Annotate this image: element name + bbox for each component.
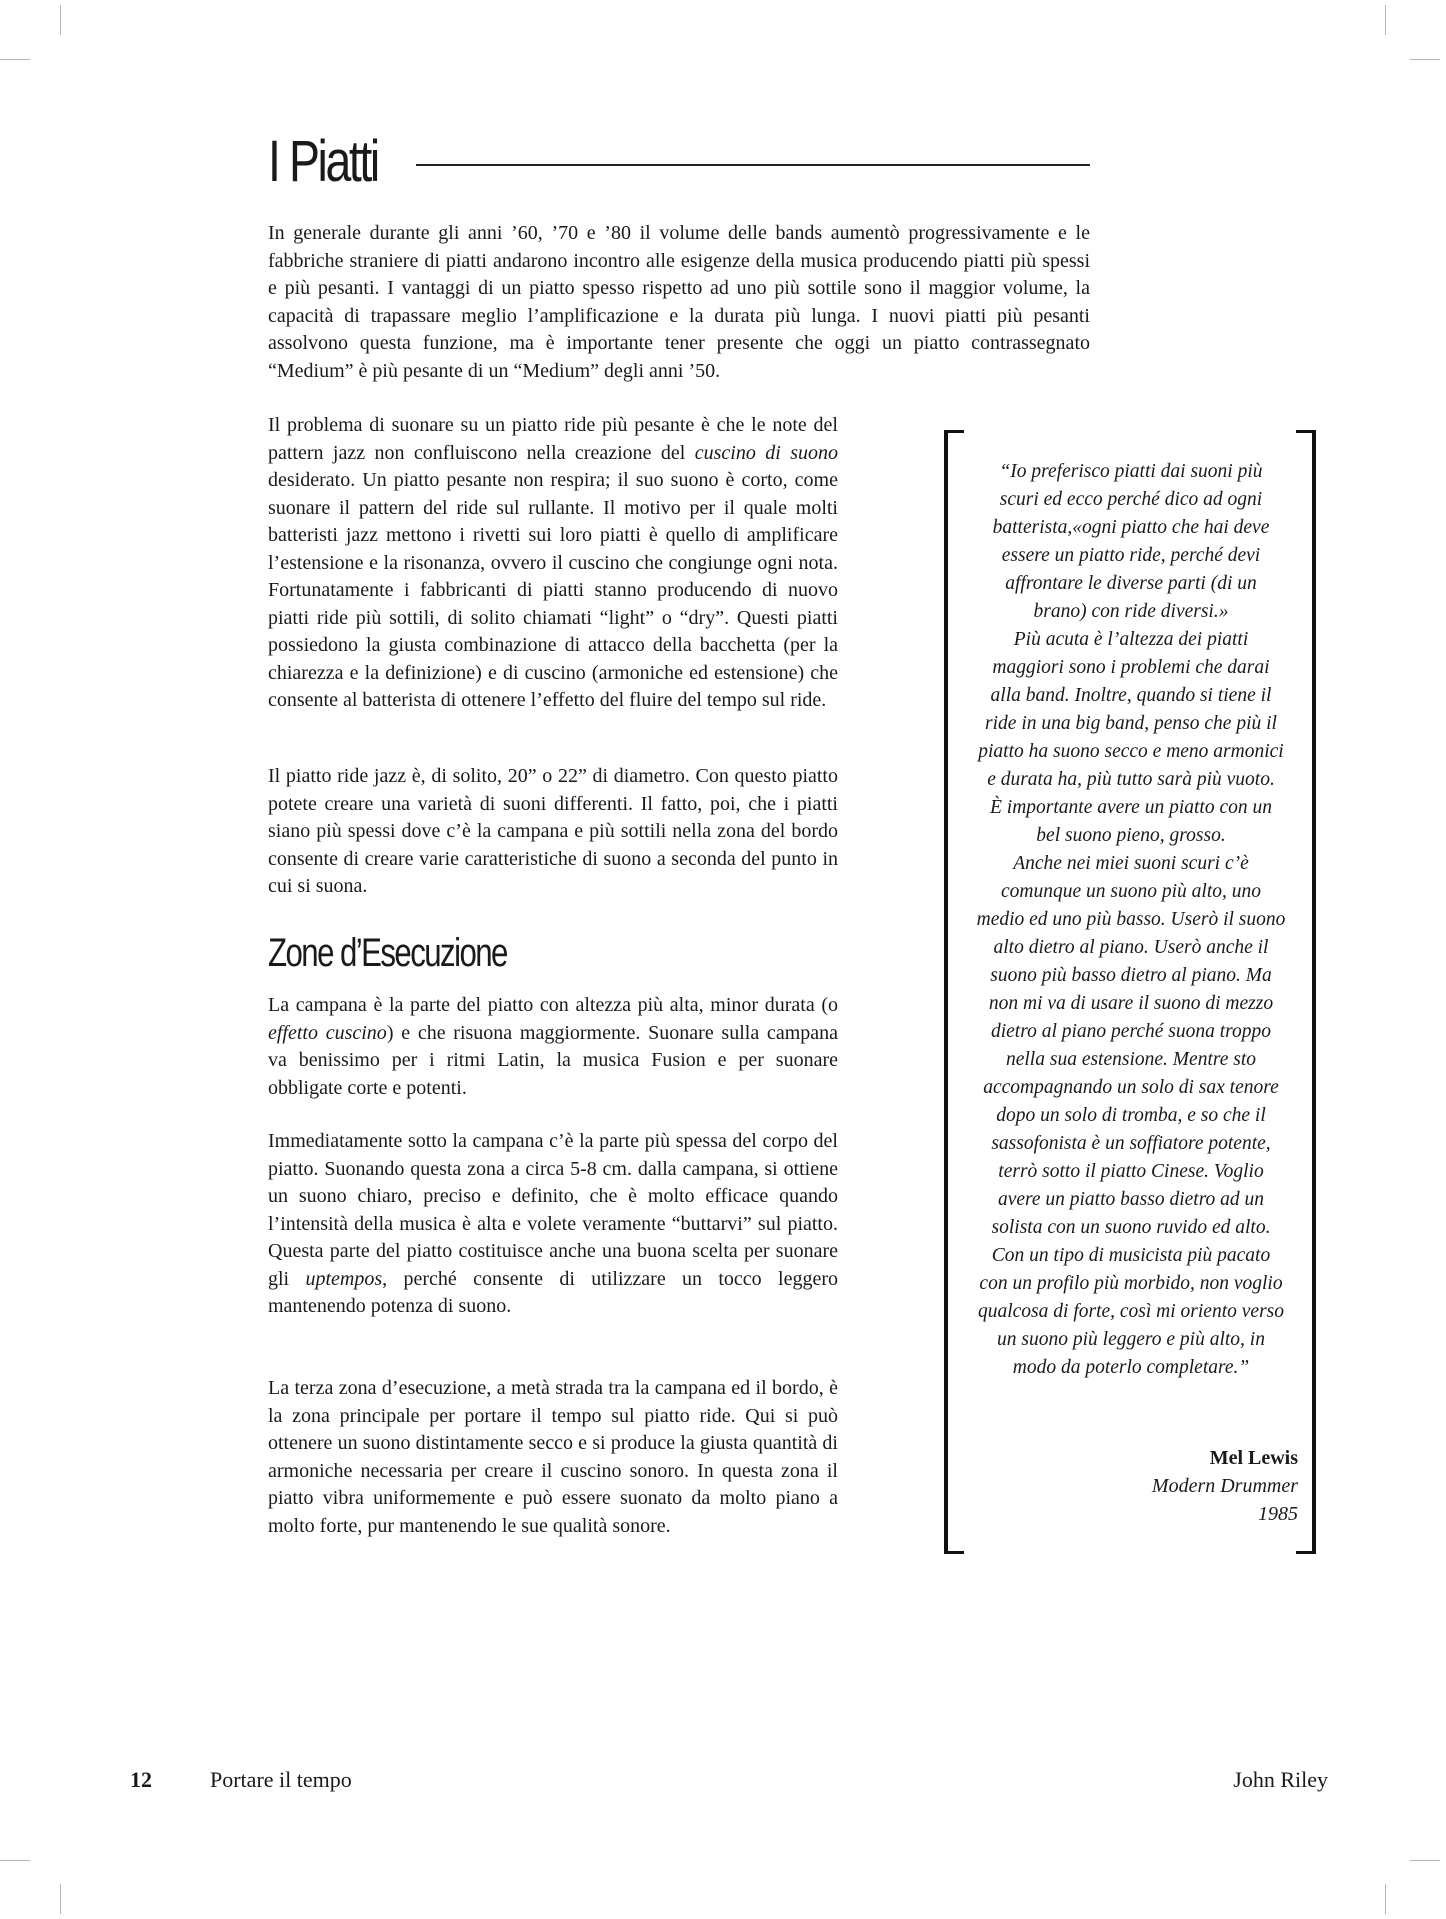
- attribution-year: 1985: [1258, 1503, 1298, 1525]
- body-paragraph-4: [268, 1128, 838, 1321]
- quote-line: brano) con ride diversi.»: [1033, 601, 1229, 622]
- text-run: La campana è la parte del piatto con altezza più alta, minor durata (o: [268, 994, 838, 1016]
- quote-line: È importante avere un piatto con un: [990, 797, 1272, 818]
- crop-mark: [1410, 1860, 1440, 1861]
- emphasis: effetto cuscino: [268, 1021, 387, 1044]
- quote-line: comunque un suono più alto, uno: [1001, 881, 1261, 902]
- quote-line: medio ed uno più basso. Userò il suono: [976, 909, 1286, 930]
- section-heading: Zone d’Esecuzione: [268, 931, 507, 975]
- quote-line: qualcosa di forte, così mi oriento verso: [977, 1301, 1284, 1322]
- quote-line: affrontare le diverse parti (di un: [1005, 573, 1257, 594]
- page-number: 12: [130, 1767, 152, 1792]
- quote-line: Più acuta è l’altezza dei piatti: [1013, 629, 1249, 650]
- quote-line: “Io preferisco piatti dai suoni più: [999, 461, 1263, 482]
- quote-line: sassofonista è un soffiatore potente,: [991, 1133, 1271, 1154]
- body-paragraph-3: [268, 992, 838, 1102]
- emphasis: uptempos: [305, 1267, 383, 1290]
- quote-attribution: [1000, 1444, 1298, 1528]
- paragraph-text: La terza zona d’esecuzione, a metà strada tra la campana ed il bordo, è la zona principale per portare il tempo sul piatto ride. Qui si può ottenere un suono distintamente secco e si produce la giusta quantità di armoniche necessaria per creare il cuscino sonoro. In questa zona il piatto vibra uniformemente e può essere suonato da molto piano a molto forte, pur mantenendo le sue qualità sonore.: [268, 1377, 838, 1537]
- quote-line: essere un piatto ride, perché devi: [1001, 545, 1261, 566]
- crop-mark: [0, 59, 30, 60]
- crop-mark: [1385, 5, 1386, 35]
- intro-paragraph: In generale durante gli anni ’60, ’70 e ’80 il volume delle bands aumentò progressivamente e le fabbriche straniere di piatti andarono incontro alle esigenze della musica producendo piatti più spessi e più pesanti. I vantaggi di un piatto spesso rispetto ad uno più sottile sono il maggior volume, la capacità di trapassare meglio l’amplificazione e la durata più lunga. I nuovi piatti più pesanti assolvono questa funzione, ma è importante tener presente che oggi un piatto contrassegnato “Medium” è più pesante di un “Medium” degli anni ’50.: [268, 222, 1090, 382]
- quote-line: terrò sotto il piatto Cinese. Voglio: [998, 1161, 1264, 1182]
- quote-line: accompagnando un solo di sax tenore: [983, 1077, 1279, 1098]
- crop-mark: [60, 5, 61, 35]
- quote-line: avere un piatto basso dietro ad un: [997, 1189, 1265, 1210]
- title-row: [268, 122, 1090, 202]
- attribution-name: Mel Lewis: [1209, 1447, 1298, 1469]
- text-run: , perché consente di utilizzare un tocco leggero mantenendo potenza di suono.: [268, 1267, 838, 1317]
- quote-line: bel suono pieno, grosso.: [1036, 825, 1226, 846]
- crop-mark: [0, 1860, 30, 1861]
- quote-line: solista con un suono ruvido ed alto.: [991, 1217, 1271, 1238]
- page-title: I Piatti: [268, 129, 378, 194]
- quote-line: batterista,«ogni piatto che hai deve: [992, 517, 1270, 538]
- quote-line: scuri ed ecco perché dico ad ogni: [999, 489, 1263, 510]
- quote-line: dietro al piano perché suona troppo: [990, 1021, 1272, 1042]
- quote-line: un suono più leggero e più alto, in: [997, 1329, 1265, 1350]
- paragraph-text: Il piatto ride jazz è, di solito, 20” o 22” di diametro. Con questo piatto potete creare una varietà di suoni differenti. Il fatto, poi, che i piatti siano più spessi dove c’è la campana e più sottili nella zona del bordo consente di creare varie caratteristiche di suono a seconda del punto in cui si suona.: [268, 765, 838, 897]
- quote-line: alto dietro al piano. Userò anche il: [993, 937, 1269, 958]
- text-run: Immediatamente sotto la campana c’è la parte più spessa del corpo del piatto. Suonando questa zona a circa 5-8 cm. dalla campana, si ottiene un suono chiaro, preciso e definito, che è molto efficace quando l’intensità della musica è alta e volete veramente “buttarvi” sul piatto. Questa parte del piatto costituisce anche una buona scelta per suonare gli: [268, 1130, 838, 1290]
- attribution-source: Modern Drummer: [1151, 1475, 1298, 1497]
- pull-quote: [958, 458, 1304, 1382]
- emphasis: cuscino di suono: [694, 441, 838, 464]
- text-run: Il problema di suonare su un piatto ride più pesante è che le note del pattern jazz non confluiscono nella creazione del: [268, 414, 838, 464]
- footer-book-title: Portare il tempo: [210, 1767, 352, 1792]
- quote-line: e durata ha, più tutto sarà più vuoto.: [987, 769, 1275, 790]
- quote-line: suono più basso dietro al piano. Ma: [990, 965, 1272, 986]
- quote-line: Con un tipo di musicista più pacato: [991, 1245, 1271, 1266]
- quote-line: Anche nei miei suoni scuri c’è: [1013, 853, 1249, 874]
- quote-line: non mi va di usare il suono di mezzo: [988, 993, 1274, 1014]
- quote-line: maggiori sono i problemi che darai: [992, 657, 1270, 678]
- footer-author: John Riley: [1233, 1767, 1328, 1792]
- body-paragraph-1: [268, 412, 838, 715]
- crop-mark: [60, 1884, 61, 1914]
- quote-line: alla band. Inoltre, quando si tiene il: [990, 685, 1272, 706]
- quote-line: nella sua estensione. Mentre sto: [1005, 1049, 1257, 1070]
- quote-line: modo da poterlo completare.”: [1012, 1357, 1250, 1378]
- crop-mark: [1385, 1884, 1386, 1914]
- quote-line: con un profilo più morbido, non voglio: [979, 1273, 1283, 1294]
- text-run: desiderato. Un piatto pesante non respira; il suo suono è corto, come suonare il pattern del ride sul rullante. Il motivo per il quale molti batteristi jazz mettono i rivetti sui loro piatti è quello di amplificare l’estensione e la risonanza, ovvero il cuscino che congiunge ogni nota. Fortunatamente i fabbricanti di piatti stanno producendo di nuovo piatti ride più sottili, di solito chiamati “light” o “dry”. Questi piatti possiedono la giusta combinazione di attacco della bacchetta (per la chiarezza e la definizione) e di cuscino (armoniche ed estensione) che consente al batterista di ottenere l’effetto del fluire del tempo sul ride.: [268, 469, 838, 711]
- quote-line: dopo un solo di tromba, e so che il: [996, 1105, 1266, 1126]
- text-run: ) e che risuona maggiormente. Suonare sulla campana va benissimo per i ritmi Latin, la musica Fusion e per suonare obbligate corte e potenti.: [268, 1021, 838, 1099]
- title-rule: [416, 164, 1090, 166]
- quote-line: piatto ha suono secco e meno armonici: [978, 741, 1284, 762]
- body-paragraph-2: [268, 763, 838, 901]
- body-paragraph-5: [268, 1375, 838, 1540]
- crop-mark: [1410, 59, 1440, 60]
- quote-line: ride in una big band, penso che più il: [985, 713, 1277, 734]
